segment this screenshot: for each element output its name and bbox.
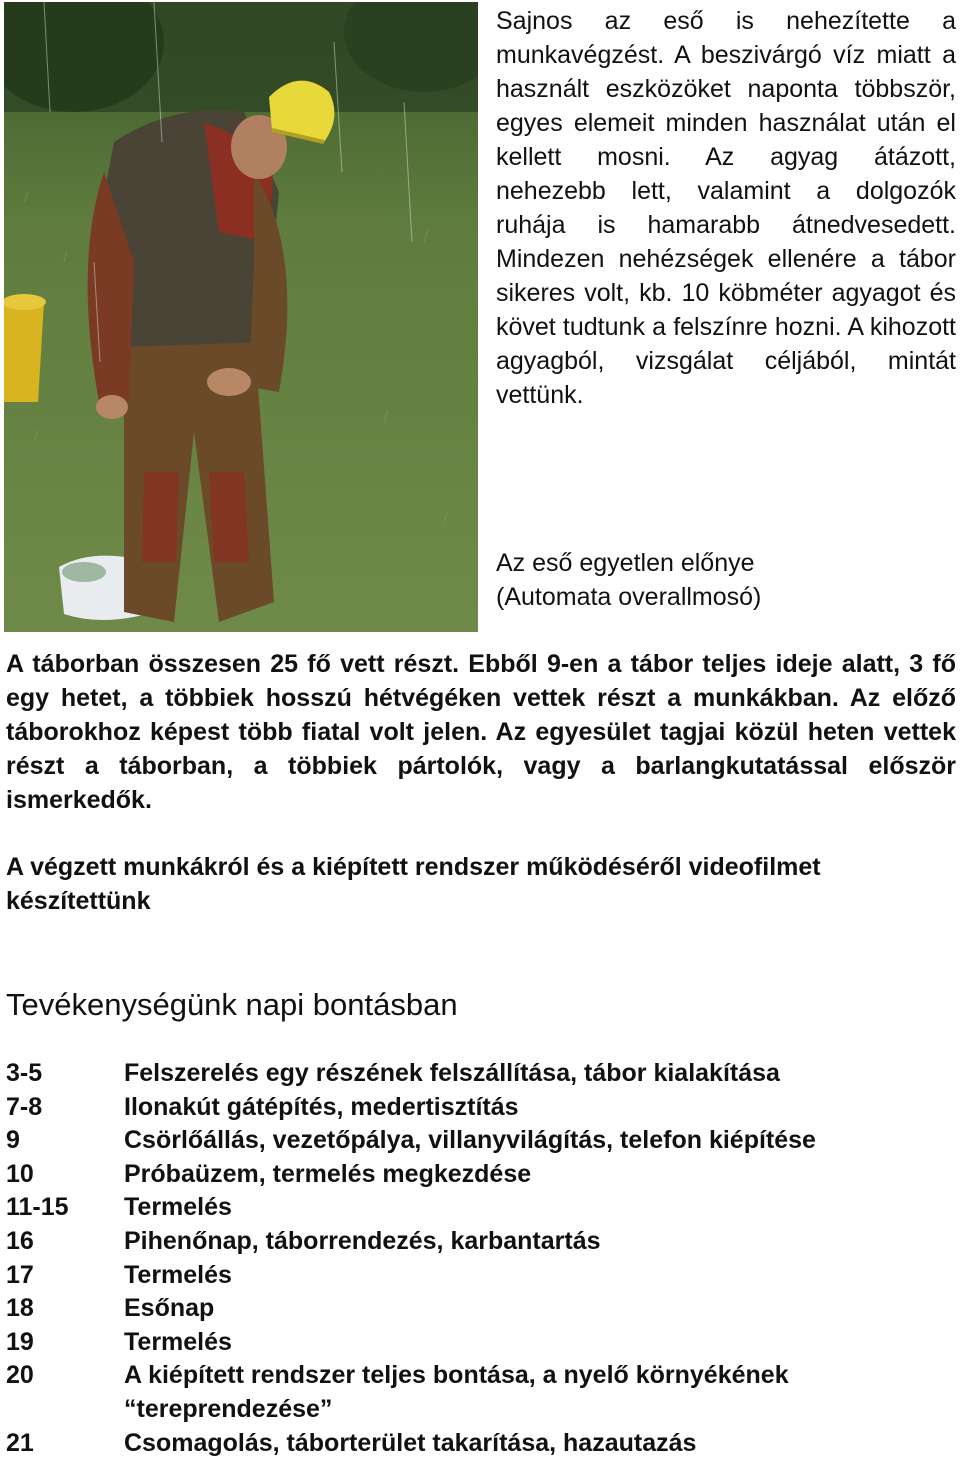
schedule-row	[6, 1191, 956, 1225]
schedule-activity: Esőnap	[124, 1294, 215, 1323]
photo-icon	[4, 2, 478, 632]
schedule-day: 11-15	[6, 1193, 69, 1222]
schedule-day: 21	[6, 1428, 34, 1457]
schedule-activity: Termelés	[124, 1327, 232, 1356]
schedule-day: 7-8	[6, 1092, 43, 1121]
schedule-activity: Ilonakút gátépítés, medertisztítás	[124, 1092, 519, 1121]
schedule-day: 20	[6, 1361, 34, 1390]
schedule-activity: Felszerelés egy részének felszállítása, tábor kialakítása	[124, 1059, 780, 1087]
schedule-row	[6, 1057, 956, 1091]
participants-paragraph: A táborban összesen 25 fő vett részt. Ebből 9-en a tábor teljes ideje alatt, 3 fő egy hetet, a többiek hosszú hétvégéken vettek részt a munkákban. Az előző táborokhoz képest több fiatal volt jelen. Az egyesület tagjai közül heten vettek részt a táborban, a többiek pártolók, vagy a barlangkutatással először ismerkedők.	[6, 650, 956, 814]
schedule-activity: Csomagolás, táborterület takarítása, hazautazás	[124, 1428, 697, 1457]
side-paragraph	[496, 4, 956, 412]
side-paragraph-text: Sajnos az eső is nehezítette a munkavégzést. A beszivárgó víz miatt a használt eszközöket naponta többször, egyes elemeit minden használat után el kellett mosni. Az agyag átázott, nehezebb lett, valamint a dolgozók ruhája is hamarabb átnedvesedett. Mindezen nehézségek ellenére a tábor sikeres volt, kb. 10 köbméter agyagot és követ tudtunk a felszínre hozni. A kihozott agyagból, vizsgálat céljából, mintát vettünk.	[496, 7, 956, 409]
schedule-row	[6, 1259, 956, 1293]
video-paragraph: A végzett munkákról és a kiépített rendszer működéséről videofilmet készítettünk	[6, 853, 821, 915]
schedule-day: 19	[6, 1327, 34, 1356]
section-heading: Tevékenységünk napi bontásban	[6, 987, 458, 1022]
photo-person-in-rain	[4, 2, 478, 632]
schedule-row	[6, 1124, 956, 1158]
schedule-activity: A kiépített rendszer teljes bontása, a nyelő környékének “tereprendezése”	[124, 1361, 789, 1423]
schedule-day: 18	[6, 1294, 34, 1323]
schedule-day: 10	[6, 1159, 34, 1188]
schedule-day: 17	[6, 1260, 34, 1289]
schedule-row	[6, 1292, 956, 1326]
schedule-row	[6, 1158, 956, 1192]
photo-caption	[496, 546, 956, 614]
schedule-activity: Próbaüzem, termelés megkezdése	[124, 1159, 532, 1188]
schedule-row	[6, 1225, 956, 1259]
schedule-day: 3-5	[6, 1059, 43, 1087]
schedule-row	[6, 1091, 956, 1125]
schedule-activity: Pihenőnap, táborrendezés, karbantartás	[124, 1226, 601, 1255]
schedule-day: 9	[6, 1126, 20, 1155]
caption-line-1: Az eső egyetlen előnye	[496, 549, 755, 577]
caption-line-2: (Automata overallmosó)	[496, 583, 762, 611]
schedule-row	[6, 1326, 956, 1360]
schedule-row	[6, 1427, 956, 1461]
schedule-row	[6, 1359, 956, 1426]
schedule-day: 16	[6, 1226, 34, 1255]
daily-schedule	[6, 1057, 956, 1460]
schedule-activity: Termelés	[124, 1260, 232, 1289]
schedule-activity: Csörlőállás, vezetőpálya, villanyvilágítás, telefon kiépítése	[124, 1126, 816, 1155]
schedule-activity: Termelés	[124, 1193, 232, 1222]
